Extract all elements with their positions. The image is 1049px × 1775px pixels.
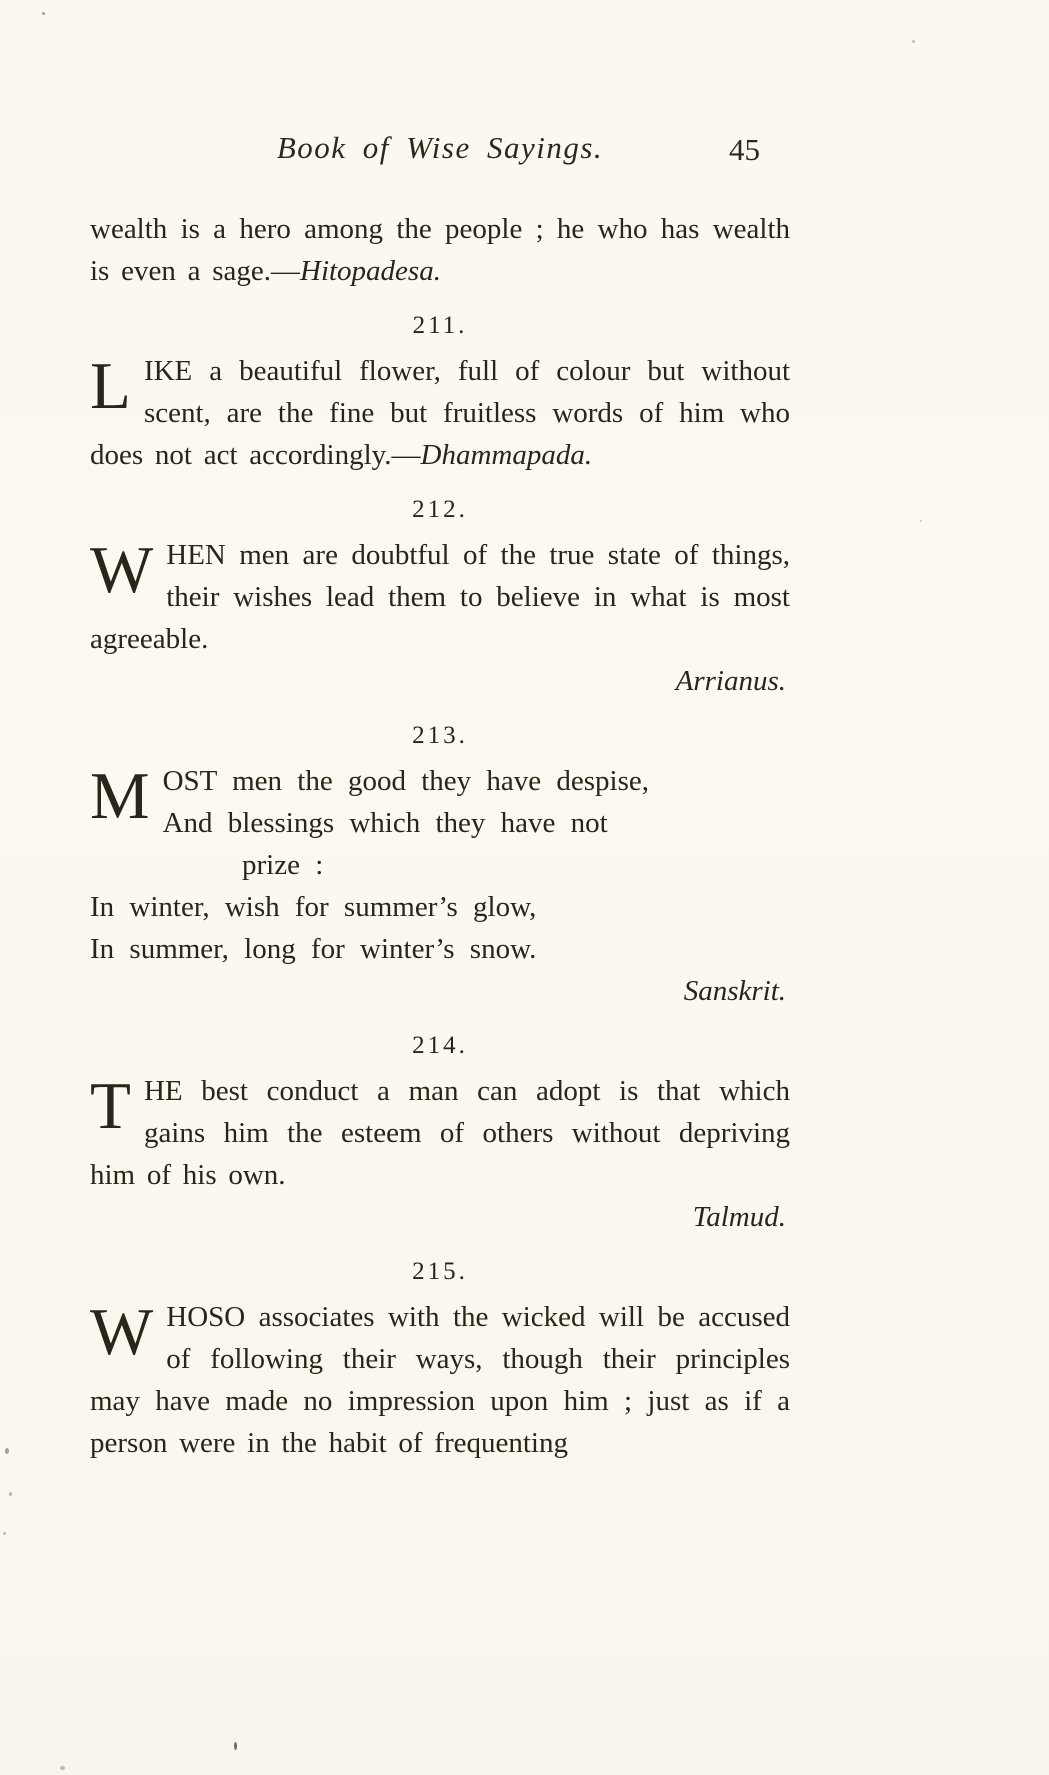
verse-line: OST men the good they have despise,	[162, 765, 649, 797]
saying-paragraph	[90, 350, 790, 476]
saying-number: 212.	[412, 496, 468, 523]
saying-paragraph	[90, 534, 790, 702]
saying-verse	[90, 760, 790, 1012]
saying-text: IKE a beautiful flower, full of colour but without scent, are the fine but fruitless words of him who does not act accordingly.—	[90, 355, 790, 471]
intro-attribution: Hitopadesa.	[300, 255, 441, 287]
intro-text: wealth is a hero among the people ; he who has wealth is even a sage.—	[90, 213, 790, 287]
saying-211	[90, 312, 790, 476]
saying-215	[90, 1258, 790, 1464]
dropcap-letter: T	[90, 1069, 131, 1143]
dropcap-letter: W	[90, 1295, 154, 1369]
dropcap-letter: M	[90, 759, 150, 833]
verse-line: In winter, wish for summer’s glow,	[90, 891, 537, 923]
verse-line: And blessings which they have not	[162, 807, 608, 839]
scan-speck	[234, 1742, 237, 1750]
saying-attribution: Sanskrit.	[683, 975, 786, 1007]
intro-paragraph	[90, 208, 790, 292]
scan-speck	[3, 1532, 6, 1535]
dropcap-letter: W	[90, 533, 154, 607]
saying-paragraph	[90, 1296, 790, 1464]
verse-line: In summer, long for winter’s snow.	[90, 933, 537, 965]
page-header	[90, 130, 790, 174]
scan-speck	[42, 12, 45, 15]
page-number: 45	[729, 132, 760, 167]
saying-number: 213.	[412, 722, 468, 749]
saying-number: 214.	[412, 1032, 468, 1059]
saying-attribution: Talmud.	[692, 1201, 786, 1233]
dropcap-letter: L	[90, 349, 131, 423]
saying-paragraph	[90, 1070, 790, 1238]
saying-213	[90, 722, 790, 1012]
verse-line: prize :	[242, 849, 324, 881]
saying-number: 215.	[412, 1258, 468, 1285]
running-title: Book of Wise Sayings.	[276, 130, 604, 165]
saying-text: HE best conduct a man can adopt is that which gains him the esteem of others without depriving him of his own.	[90, 1075, 790, 1191]
scan-speck	[912, 40, 915, 43]
scan-speck	[9, 1492, 12, 1496]
saying-text: HOSO associates with the wicked will be accused of following their ways, though their principles may have made no impression upon him ; just as if a person were in the habit of frequenting	[90, 1301, 790, 1459]
scan-speck	[60, 1766, 65, 1770]
saying-attribution: Dhammapada.	[420, 439, 593, 471]
scan-speck	[5, 1448, 9, 1454]
saying-214	[90, 1032, 790, 1238]
scan-speck	[920, 520, 922, 522]
saying-attribution: Arrianus.	[675, 665, 786, 697]
saying-text: HEN men are doubtful of the true state of things, their wishes lead them to believe in what is most agreeable.	[90, 539, 790, 655]
saying-number: 211.	[412, 312, 468, 339]
saying-212	[90, 496, 790, 702]
